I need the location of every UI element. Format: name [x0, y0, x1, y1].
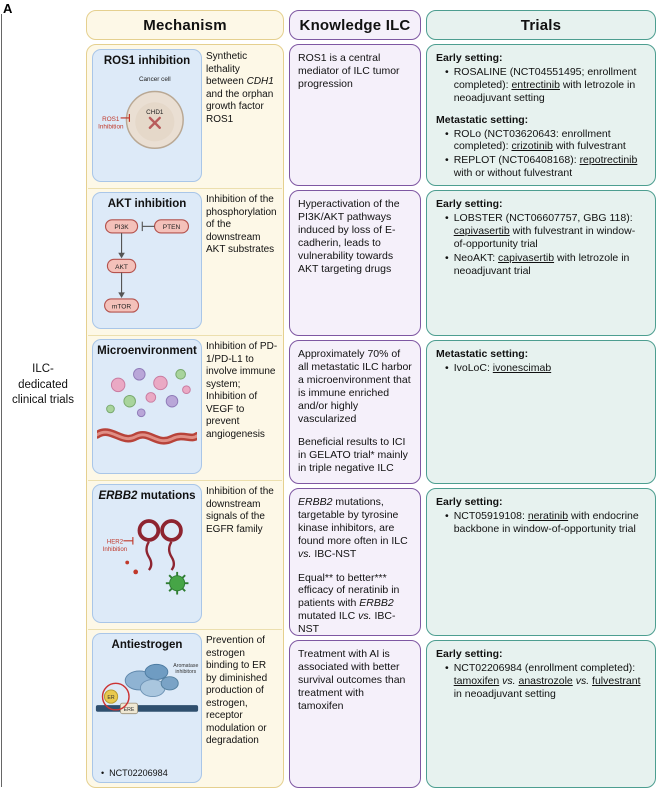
knowledge-cell-akt: Hyperactivation of the PI3K/AKT pathways induced by loss of E-cadherin, leads to vulnerability towards AKT targeting drugs [289, 190, 421, 336]
mechanism-card-akt [92, 192, 202, 329]
receptor-complex-icon [125, 664, 178, 696]
immune-cells-icon [107, 368, 191, 416]
arrowhead-icon [118, 252, 125, 258]
her2-receptor-illustration [98, 506, 196, 602]
knowledge-cell-ros1: ROS1 is a central mediator of ILC tumor progression [289, 44, 421, 186]
microenvironment-cells-illustration [97, 361, 197, 453]
svg-text:PTEN: PTEN [162, 223, 181, 231]
mechanism-description: Inhibition of PD-1/PD-L1 to involve immune system; Inhibition of VEGF to prevent angiogenesis [206, 341, 278, 440]
mechanism-description: Synthetic lethality between CDH1 and the orphan growth factor ROS1 [206, 51, 274, 125]
trials-table [86, 10, 656, 788]
mechanism-card-title: Microenvironment [97, 345, 197, 357]
trials-cell-microenvironment: Metastatic setting: • IvoLoC: ivonescimab [426, 340, 656, 484]
pi3k-node [106, 219, 138, 232]
side-label-line: dedicated [18, 378, 68, 391]
column-header-mechanism: Mechanism [86, 10, 284, 40]
chd1-label: CHD1 [146, 108, 164, 116]
signal-dot [125, 560, 129, 564]
cancer-cell-label: Cancer cell [138, 75, 171, 83]
side-label [2, 362, 84, 409]
mechanism-card-microenvironment [92, 339, 202, 474]
trials-cell-antiestrogen: Early setting: • NCT02206984 (enrollment completed): tamoxifen vs. anastrozole vs. fulvestrant in neoadjuvant setting [426, 640, 656, 788]
aromatase-inhibitors-label: Aromatase [173, 662, 199, 669]
ros1-cancer-cell-illustration [96, 71, 198, 159]
mechanism-description: Prevention of estrogen binding to ER by diminished production of estrogen, receptor modulation or degradation [206, 635, 268, 746]
mechanism-card-title: AKT inhibition [107, 198, 187, 210]
knowledge-cell-erbb2: ERBB2 mutations, targetable by tyrosine kinase inhibitors, are found more often in ILC vs. IBC-NST Equal** to better*** efficacy of neratinib in patients with ERBB2 mutated ILC vs. IBC-NST [289, 488, 421, 636]
estrogen-receptor-illustration [94, 655, 200, 723]
svg-text:mTOR: mTOR [111, 302, 132, 310]
mechanism-description: Inhibition of the downstream signals of the EGFR family [206, 486, 274, 535]
mechanism-row-microenvironment [88, 335, 282, 477]
mechanism-card-erbb2 [92, 484, 202, 623]
knowledge-cell-microenvironment: Approximately 70% of all metastatic ILC harbor a microenvironment that is immune enriched and/or highly vascularized Beneficial results to ICI in GELATO trial* mainly in triple negative ILC [289, 340, 421, 484]
ros1-inhibition-label: Inhibition [98, 123, 124, 131]
mechanism-card-title: ERBB2 mutations [98, 490, 196, 502]
svg-text:ERE: ERE [123, 706, 135, 713]
akt-pathway-illustration [98, 214, 196, 316]
aromatase-inhibitors-label: inhibitors [175, 668, 197, 675]
er-ligand-icon [104, 690, 117, 703]
arrowhead-icon [118, 292, 125, 298]
her2-receptor-icon [139, 521, 180, 570]
mechanism-column [86, 44, 284, 788]
svg-text:AKT: AKT [115, 263, 128, 271]
her2-inhibition-label: HER2 [106, 538, 124, 546]
panel-label: A [3, 1, 13, 16]
mechanism-card-title: Antiestrogen [111, 639, 183, 651]
svg-text:PI3K: PI3K [114, 223, 129, 231]
inhibitor-molecule-icon [166, 572, 189, 595]
mechanism-row-akt [88, 188, 282, 332]
mtor-node [105, 299, 139, 312]
side-label-line: ILC- [32, 363, 54, 375]
mechanism-description: Inhibition of the phosphorylation of the downstream AKT substrates [206, 194, 277, 255]
knowledge-cell-antiestrogen: Treatment with AI is associated with better survival outcomes than treatment with tamoxifen [289, 640, 421, 788]
pten-node [155, 219, 189, 232]
mechanism-row-ros1 [88, 46, 282, 185]
mechanism-row-erbb2 [88, 480, 282, 626]
mechanism-card-antiestrogen [92, 633, 202, 783]
column-header-knowledge-ilc: Knowledge ILC [289, 10, 421, 40]
inhibition-bar-icon [123, 537, 132, 545]
trials-cell-ros1: Early setting: • ROSALINE (NCT04551495; enrollment completed): entrectinib with letrozole in neoadjuvant setting Metastatic setting: • ROLo (NCT03620643: enrollment completed): crizotinib with fulvestrant • REPLOT (NCT06408168): repotrectinib with or without fulvestrant [426, 44, 656, 186]
mechanism-card-title: ROS1 inhibition [103, 55, 191, 67]
ros1-inhibition-label: ROS1 [102, 115, 120, 123]
side-label-line: clinical trials [12, 394, 74, 407]
akt-node [107, 259, 135, 272]
svg-text:ER: ER [107, 694, 115, 701]
inhibition-bar-icon [142, 221, 154, 230]
signal-dot [133, 569, 138, 574]
mechanism-card-ros1 [92, 49, 202, 182]
column-header-trials: Trials [426, 10, 656, 40]
trials-cell-akt: Early setting: • LOBSTER (NCT06607757, GBG 118): capivasertib with fulvestrant in window-of-opportunity trial • NeoAKT: capivasertib with letrozole in neoadjuvant trial [426, 190, 656, 336]
mechanism-card-note: • NCT02206984 [101, 768, 168, 778]
trials-cell-erbb2: Early setting: • NCT05919108: neratinib with endocrine backbone in window-of-opportunity trial [426, 488, 656, 636]
her2-inhibition-label: Inhibition [102, 545, 128, 553]
mechanism-row-antiestrogen [88, 629, 282, 786]
